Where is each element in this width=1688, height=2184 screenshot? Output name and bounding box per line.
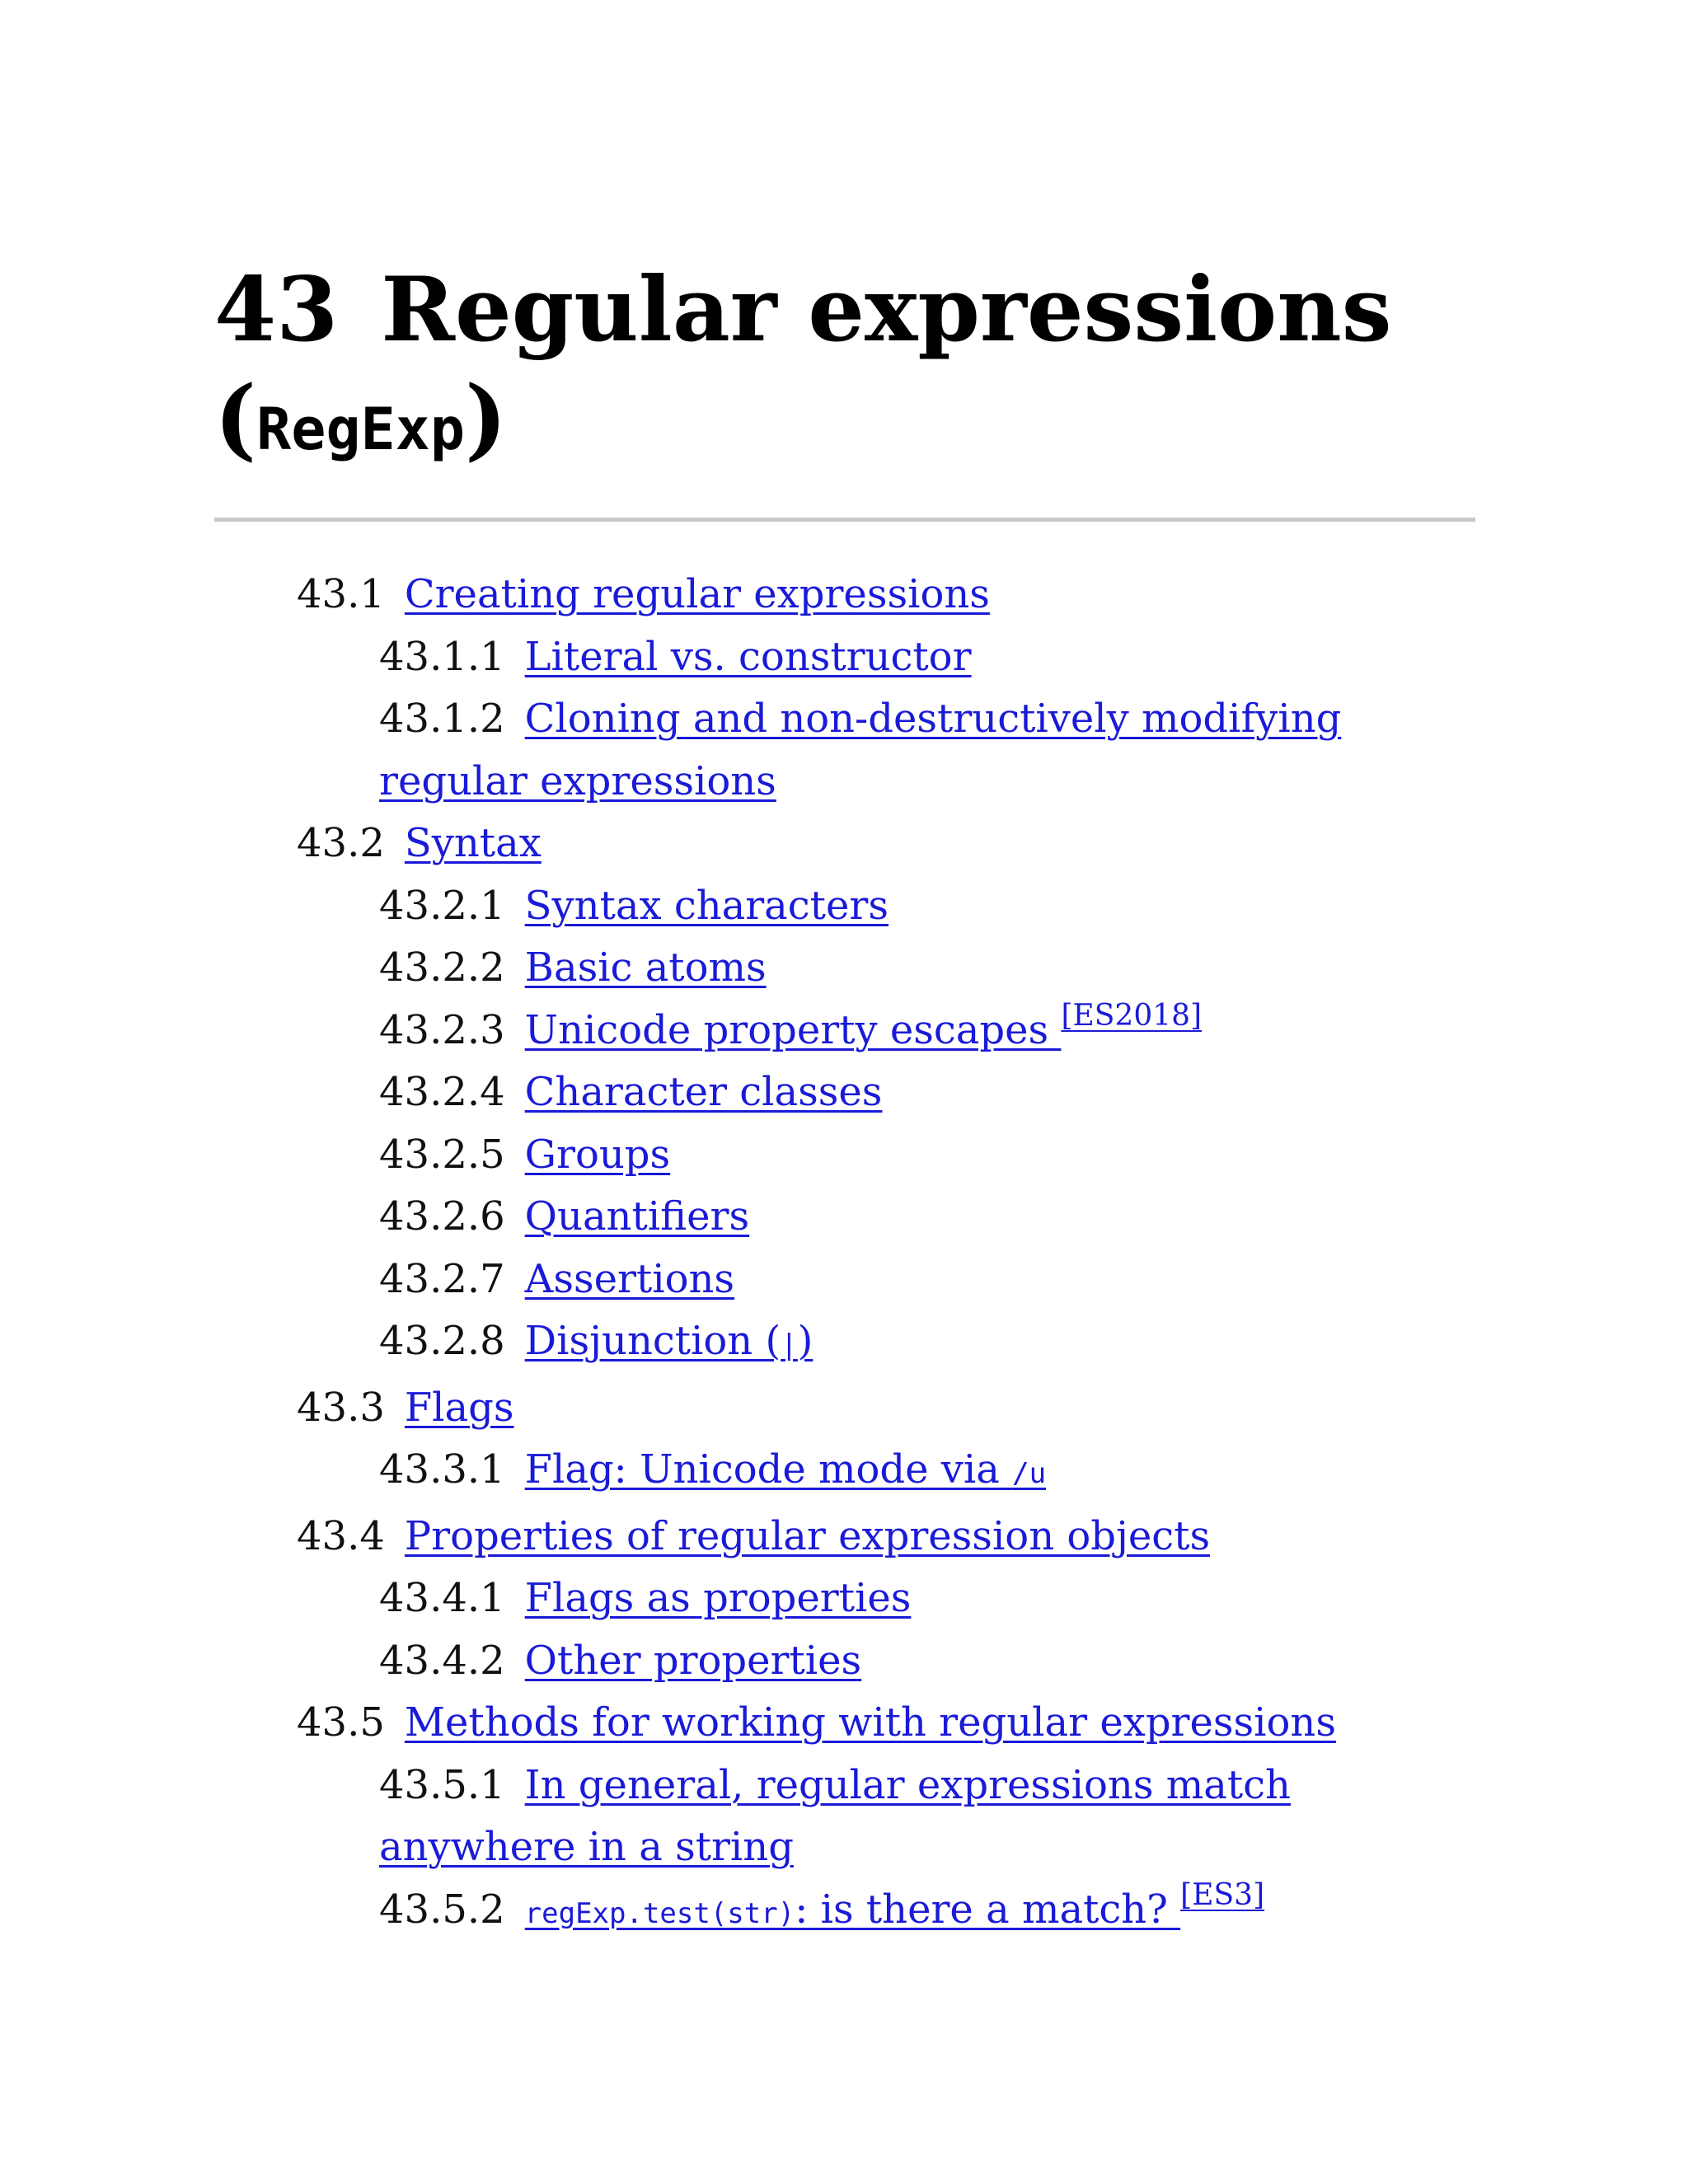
chapter-title [214,255,1475,484]
toc-item-43-1-1 [297,626,1475,689]
toc-link-text: Flag: Unicode mode via [524,1446,1013,1493]
toc-item-43-5-1 [297,1755,1475,1879]
toc-link-character-classes[interactable]: Character classes [524,1069,883,1115]
toc-section-number: 43.2.1 [379,882,505,929]
toc-section-number: 43.5.1 [379,1761,505,1808]
toc-link-groups[interactable]: Groups [524,1131,671,1178]
toc-link-quantifiers[interactable]: Quantifiers [524,1193,750,1240]
toc-link-methods[interactable]: Methods for working with regular expressions [404,1699,1336,1746]
toc-item-43-4-1 [297,1568,1475,1630]
toc-link-creating-regular-expressions[interactable]: Creating regular expressions [404,571,990,617]
toc-link-text: : is there a match? [795,1886,1181,1933]
toc-link-assertions[interactable]: Assertions [524,1255,735,1302]
toc-section-number: 43.2.8 [379,1318,505,1364]
toc-item-43-4 [297,1506,1475,1568]
toc-item-43-3 [297,1377,1475,1440]
toc-section-number: 43.2.6 [379,1193,505,1240]
toc-link-flags-as-properties[interactable]: Flags as properties [524,1575,912,1621]
toc-section-number: 43.4.1 [379,1575,505,1621]
toc-section-number: 43.3 [297,1384,385,1431]
toc-section-number: 43.1.1 [379,633,505,680]
toc-section-number: 43.1 [297,571,385,617]
toc-item-43-2-5 [297,1124,1475,1187]
toc-link-flags[interactable]: Flags [404,1384,514,1431]
toc-section-number: 43.4 [297,1512,385,1559]
toc-link-disjunction[interactable] [525,1318,814,1364]
toc-section-number: 43.2.4 [379,1069,505,1115]
toc-item-43-1 [297,564,1475,626]
toc-item-43-2-6 [297,1186,1475,1249]
inline-code: | [781,1329,798,1361]
toc-item-43-2-2 [297,937,1475,1000]
toc-section-number: 43.2 [297,820,385,866]
toc-link-regexp-test[interactable] [525,1886,1181,1933]
title-divider [214,518,1475,522]
chapter-title-open-paren: ( [214,367,257,471]
chapter-title-close-paren: ) [464,367,508,471]
toc-link-literal-vs-constructor[interactable]: Literal vs. constructor [524,633,972,680]
toc-section-number: 43.2.5 [379,1131,505,1178]
toc-section-number: 43.5.2 [379,1886,505,1933]
toc-link-unicode-mode[interactable] [525,1446,1046,1493]
toc-item-43-2-7 [297,1249,1475,1311]
toc-link-match-anywhere[interactable]: In general, regular expressions match anywhere in a string [379,1761,1291,1870]
inline-code: regExp.test(str) [524,1896,795,1930]
toc-section-number: 43.3.1 [379,1446,505,1493]
toc-item-43-4-2 [297,1630,1475,1693]
version-badge [1180,1878,1264,1912]
toc-link-cloning-regular-expressions[interactable]: Cloning and non-destructively modifying regular expressions [379,696,1342,804]
toc-section-number: 43.5 [297,1699,385,1746]
toc-link-text: Disjunction ( [524,1318,781,1364]
table-of-contents [297,564,1475,1945]
toc-link-unicode-property-escapes[interactable]: Unicode property escapes [524,1006,1062,1053]
toc-item-43-2 [297,813,1475,875]
toc-section-number: 43.2.7 [379,1255,505,1302]
version-badge [1061,999,1202,1033]
toc-section-number: 43.4.2 [379,1637,505,1684]
toc-item-43-5-2 [297,1879,1475,1946]
chapter-title-text: Regular expressions [381,258,1392,362]
toc-link-other-properties[interactable]: Other properties [524,1637,862,1684]
es3-link[interactable]: [ES3] [1180,1877,1265,1912]
chapter-title-code: RegExp [256,396,465,463]
toc-link-basic-atoms[interactable]: Basic atoms [524,944,767,991]
toc-section-number: 43.2.2 [379,944,505,991]
toc-link-text: ) [797,1318,814,1364]
toc-item-43-1-2 [297,688,1475,813]
chapter-header [214,255,1475,484]
es2018-link[interactable]: [ES2018] [1061,998,1203,1033]
chapter-number: 43 [214,258,339,362]
toc-link-syntax-characters[interactable]: Syntax characters [524,882,889,929]
toc-link-properties-of-regex-objects[interactable]: Properties of regular expression objects [404,1512,1211,1559]
inline-code: /u [1012,1457,1047,1490]
toc-item-43-2-8 [297,1310,1475,1377]
toc-link-syntax[interactable]: Syntax [404,820,542,866]
toc-item-43-2-3 [297,1000,1475,1062]
toc-item-43-5 [297,1692,1475,1755]
toc-item-43-2-4 [297,1062,1475,1124]
toc-item-43-3-1 [297,1439,1475,1506]
toc-section-number: 43.1.2 [379,696,505,742]
toc-section-number: 43.2.3 [379,1006,505,1053]
toc-item-43-2-1 [297,875,1475,938]
